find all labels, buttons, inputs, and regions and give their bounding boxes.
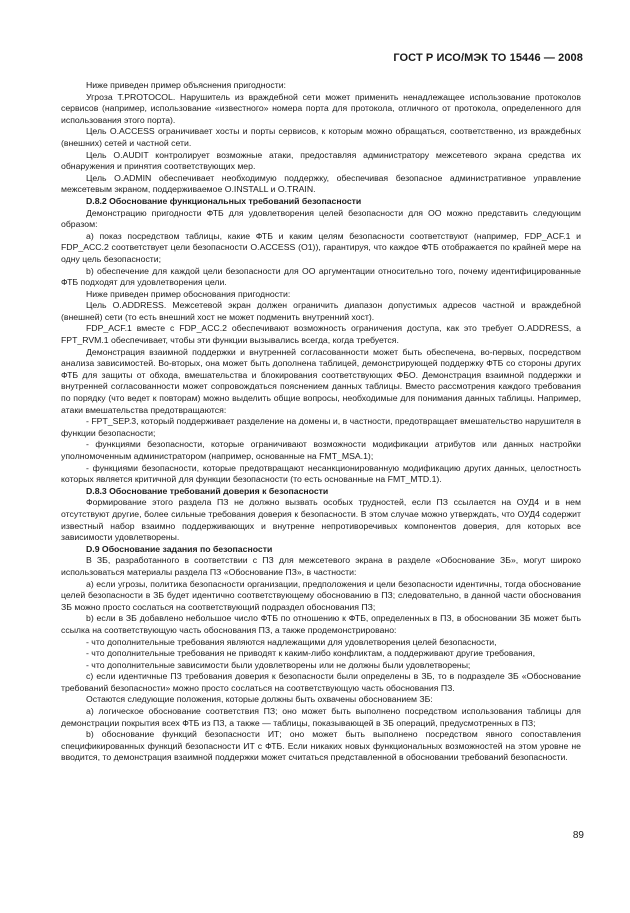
paragraph: Угроза T.PROTOCOL. Нарушитель из враждебной сети может применить ненадлежащее использование протоколов сервисов (например, использование «известного» номера порта для протокола, отличного от протокола, определенного для использования этого порта).	[61, 91, 581, 125]
paragraph: В ЗБ, разработанного в соответствии с ПЗ для межсетевого экрана в разделе «Обоснование ЗБ», могут широко использоваться материалы раздела ПЗ «Обоснование ПЗ», в частности:	[61, 555, 581, 577]
paragraph: - функциями безопасности, которые предотвращают несанкционированную модификацию других данных, целостность которых является критичной для функции безопасности (то есть основанные на FMT_MTD.1).	[61, 462, 581, 485]
paragraph: Цель O.AUDIT контролирует возможные атаки, предоставляя администратору межсетевого экрана средства их обнаружения и принятия соответствующих мер.	[61, 149, 581, 172]
section-heading: D.8.2 Обоснование функциональных требований безопасности	[86, 195, 362, 206]
section-heading: D.9 Обоснование задания по безопасности	[86, 543, 273, 554]
paragraph: - функциями безопасности, которые ограничивают возможности модификации атрибутов или данных настройки уполномоченным администратором (например, основанные на FMT_MSA.1);	[61, 439, 581, 461]
paragraph: Остаются следующие положения, которые должны быть охвачены обоснованием ЗБ:	[86, 694, 433, 705]
paragraph: Цель O.ADDRESS. Межсетевой экран должен ограничить диапазон допустимых адресов частной и враждебной (внешней) сети (то есть внешний хост не может подменить внутренний хост).	[61, 300, 581, 322]
paragraph: Демонстрация взаимной поддержки и внутренней согласованности может быть обеспечена, во-первых, посредством анализа зависимостей. Во-вторых, она может быть дополнена таблицей, демонстрирующей поддержку ФТБ со стороны других ФТБ для защиты от обхода, вмешательства и блокирования соответствующих ФБО. Демонстрация взаимной поддержки и внутренней согласованности может сопровождаться пояснением данных таблицы. Вместо рассмотрения каждого требования по порядку (что ведет к повторам) можно выделить общие вопросы, необходимые для понимания данных таблицы. Например, атаки вмешательства предотвращаются:	[61, 346, 581, 415]
paragraph: FDP_ACF.1 вместе с FDP_ACC.2 обеспечивают возможность ограничения доступа, как это требует O.ADDRESS, а FPT_RVM.1 обеспечивает, чтобы эти функции вызывались всегда, когда требуется.	[61, 323, 581, 346]
paragraph: Цель O.ADMIN обеспечивает необходимую поддержку, обеспечивая безопасное административное управление межсетевым экраном, поддерживаемое O.INSTALL и O.TRAIN.	[61, 172, 581, 195]
paragraph: Ниже приведен пример обоснования пригодности:	[86, 288, 291, 299]
paragraph: а) логическое обоснование соответствия ПЗ; оно может быть выполнено посредством использования таблицы для демонстрации покрытия всех ФТБ из ПЗ, а также — таблицы, показывающей в ЗБ операций, предусмотренных в ПЗ;	[61, 706, 581, 728]
paragraph: b) если в ЗБ добавлено небольшое число ФТБ по отношению к ФТБ, определенных в ПЗ, в обосновании ЗБ может быть ссылка на соответствующую часть обоснования ПЗ, а также продемонстрировано:	[61, 613, 581, 635]
page-number: 89	[572, 830, 584, 841]
paragraph: а) если угрозы, политика безопасности организации, предположения и цели безопасности идентичны, тогда обоснование целей безопасности в ЗБ будет идентично соответствующему обоснованию в ПЗ; следовательно, в данной части обоснования ЗБ можно просто сослаться на соответствующий подраздел обоснования ПЗ;	[61, 578, 581, 612]
paragraph: Формирование этого раздела ПЗ не должно вызвать особых трудностей, если ПЗ ссылается на ОУД4 и в нем отсутствуют другие, более сильные требования доверия к безопасности. В этом случае можно утверждать, что ОУД4 содержит известный набор взаимно поддерживающих и внутренне непротиворечивых компонентов доверия, для которых все зависимости удовлетворены.	[61, 497, 581, 543]
paragraph: Демонстрацию пригодности ФТБ для удовлетворения целей безопасности для ОО можно представить следующим образом:	[61, 207, 581, 230]
paragraph: - что дополнительные зависимости были удовлетворены или не должны были удовлетворены;	[86, 659, 471, 670]
paragraph: а) показ посредством таблицы, какие ФТБ и каким целям безопасности соответствуют (например, FDP_ACF.1 и FDP_ACC.2 соответствует цели безопасности O.ACCESS (O1)), гарантируя, что каждое ФТБ отображается по крайней мере на одну цель безопасности;	[61, 230, 581, 264]
paragraph: Цель O.ACCESS ограничивает хосты и порты сервисов, к которым можно обращаться, соответственно, из враждебных (внешних) сетей и частной сети.	[61, 126, 581, 148]
paragraph: b) обоснование функций безопасности ИТ; оно может быть выполнено посредством явного сопоставления спецификированных функций безопасности ИТ с ФТБ. Если никаких новых функциональных возможностей на этом уровне не вводится, то демонстрация взаимной поддержки может считаться представленной в обосновании требований безопасности.	[61, 729, 581, 763]
paragraph: с) если идентичные ПЗ требования доверия к безопасности были определены в ЗБ, то в подразделе ЗБ «Обоснование требований безопасности» можно просто сослаться на соответствующую часть обоснования ПЗ.	[61, 671, 581, 693]
paragraph: - что дополнительные требования не приводят к каким-либо конфликтам, а поддерживают другие требования,	[86, 648, 535, 659]
paragraph: Ниже приведен пример объяснения пригодности:	[86, 80, 286, 90]
paragraph: b) обеспечение для каждой цели безопасности для ОО аргументации относительно того, почему идентифицированные ФТБ подходят для удовлетворения цели.	[61, 265, 581, 288]
paragraph: - что дополнительные требования являются надлежащими для удовлетворения целей безопасности,	[86, 636, 497, 647]
body-text	[61, 80, 581, 764]
standard-header: ГОСТ Р ИСО/МЭК ТО 15446 — 2008	[393, 52, 583, 64]
paragraph: - FPT_SEP.3, который поддерживает разделение на домены и, в частности, предотвращает вмешательство нарушителя в функции безопасности;	[61, 416, 581, 438]
section-heading: D.8.3 Обоснование требований доверия к безопасности	[86, 485, 329, 496]
